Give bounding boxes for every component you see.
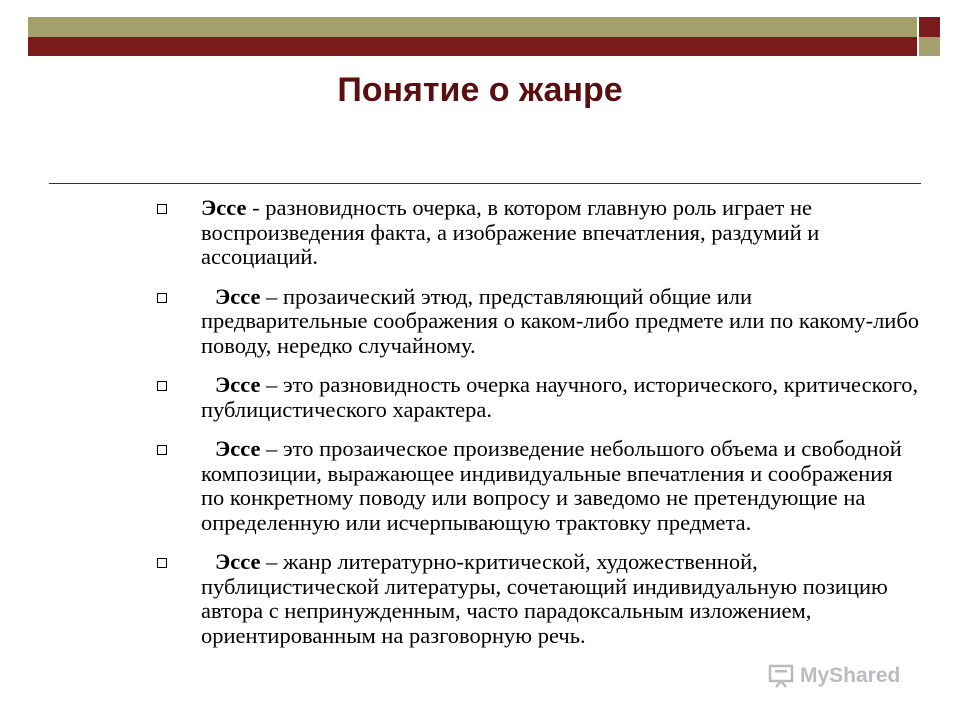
title-divider [49, 183, 921, 184]
bullet-text: - разновидность очерка, в котором главную роль играет не воспроизведения факта, а изображение впечатления, раздумий и ассоциаций. [201, 195, 820, 269]
bullet-lead: Эссе [201, 195, 247, 220]
bullet-text: – это прозаическое произведение небольшого объема и свободной композиции, выражающее индивидуальные впечатления и соображения по конкретному поводу или вопросу и заведомо не претендующие на определенную или исчерпывающую трактовку предмета. [201, 436, 902, 535]
slide-title: Понятие о жанре [337, 71, 623, 109]
bullet-item [150, 196, 920, 270]
header-maroon-bar [28, 37, 917, 56]
bullet-text: – прозаический этюд, представляющий общие или предварительные соображения о каком-либо предмете или по какому-либо поводу, нередко случайному. [201, 283, 920, 358]
bullet-lead: Эссе [215, 549, 261, 574]
bullet-list [150, 196, 920, 663]
header-corner-maroon-square [919, 17, 940, 37]
presentation-board-icon [768, 664, 794, 688]
bullet-lead: Эссе [215, 436, 261, 461]
bullet-text: – жанр литературно-критической, художественной, публицистической литературы, сочетающий индивидуальную позицию автора с непринужденным, часто парадоксальным изложением, ориентированным на разговорную речь. [201, 549, 888, 648]
bullet-item [150, 550, 920, 648]
hollow-square-bullet-icon [157, 558, 167, 568]
header-olive-bar [28, 17, 917, 37]
hollow-square-bullet-icon [157, 293, 167, 303]
bullet-item [150, 285, 920, 359]
bullet-lead: Эссе [215, 372, 261, 397]
hollow-square-bullet-icon [157, 445, 167, 455]
bullet-lead: Эссе [215, 283, 261, 309]
header-band [0, 0, 960, 58]
bullet-item [150, 373, 920, 422]
hollow-square-bullet-icon [157, 204, 167, 214]
watermark-text: MyShared [800, 664, 901, 687]
header-corner-olive-square [919, 37, 940, 56]
hollow-square-bullet-icon [157, 381, 167, 391]
watermark [768, 660, 900, 692]
bullet-item [150, 437, 920, 535]
bullet-text: – это разновидность очерка научного, исторического, критического, публицистического характера. [201, 372, 919, 422]
